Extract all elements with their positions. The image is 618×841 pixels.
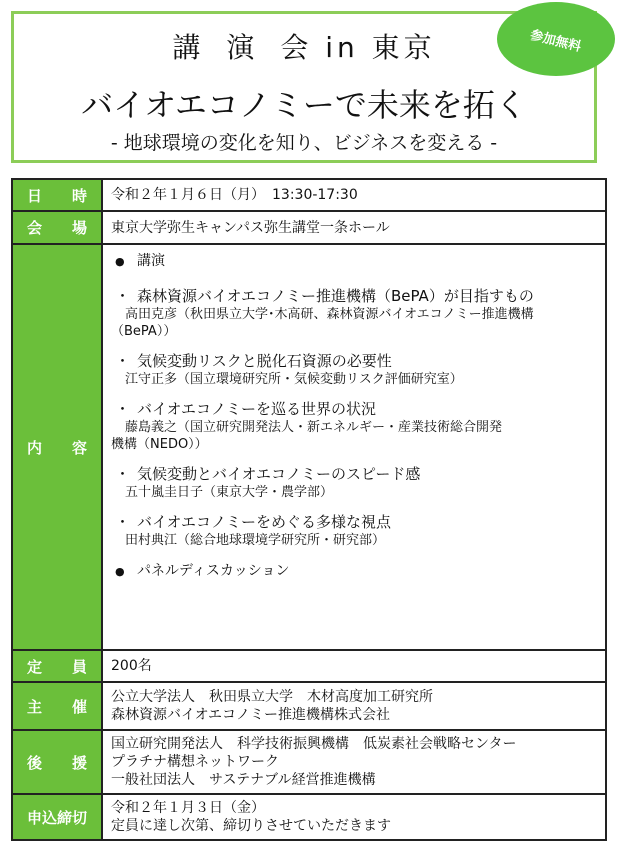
free-admission-badge: 参加無料 bbox=[497, 2, 615, 76]
deadline-label: 申込締切 bbox=[12, 794, 102, 840]
talk-item: ・ バイオエコノミーを巡る世界の状況 藤島義之（国立研究開発法人・新エネルギー・産業技術総合開発 機構（NEDO）） bbox=[111, 400, 503, 452]
date-value: 令和２年１月６日（月） 13:30-17:30 bbox=[102, 179, 606, 211]
support-row bbox=[12, 730, 606, 794]
event-info-table bbox=[11, 178, 607, 841]
capacity-value: 200名 bbox=[102, 650, 606, 682]
capacity-label: 定 員 bbox=[12, 650, 102, 682]
event-subtitle: - 地球環境の変化を知り、ビジネスを変える - bbox=[110, 132, 498, 154]
capacity-row bbox=[12, 650, 606, 682]
bullet-icon: ● bbox=[115, 255, 125, 268]
content-label: 内 容 bbox=[12, 244, 102, 650]
deadline-value: 令和２年１月３日（金） 定員に達し次第、締切りさせていただきます bbox=[102, 794, 606, 840]
talk-item: ・ 森林資源バイオエコノミー推進機構（BePA）が目指すもの 高田克彦（秋田県立大学･木高研、森林資源バイオエコノミー推進機構 （BePA）） bbox=[111, 287, 534, 339]
panel-heading: ● パネルディスカッション bbox=[111, 561, 597, 582]
host-value: 公立大学法人 秋田県立大学 木材高度加工研究所 森林資源バイオエコノミー推進機構株式会社 bbox=[102, 682, 606, 730]
venue-value: 東京大学弥生キャンパス弥生講堂一条ホール bbox=[102, 211, 606, 244]
talk-item: ・ 気候変動とバイオエコノミーのスピード感 五十嵐圭日子（東京大学・農学部） bbox=[115, 465, 421, 500]
event-type-title: 講 演 会 in 東京 bbox=[172, 31, 436, 64]
talk-item: ・ バイオエコノミーをめぐる多様な視点 田村典江（総合地球環境学研究所・研究部） bbox=[115, 513, 391, 548]
support-label: 後 援 bbox=[12, 730, 102, 794]
host-row bbox=[12, 682, 606, 730]
content-row bbox=[12, 244, 606, 650]
support-value: 国立研究開発法人 科学技術振興機構 低炭素社会戦略センター プラチナ構想ネットワーク 一般社団法人 サステナブル経営推進機構 bbox=[102, 730, 606, 794]
lecture-heading: ● 講演 bbox=[111, 251, 597, 272]
program-list bbox=[102, 244, 606, 650]
date-label: 日 時 bbox=[12, 179, 102, 211]
deadline-row bbox=[12, 794, 606, 840]
venue-row bbox=[12, 211, 606, 244]
talk-item: ・ 気候変動リスクと脱化石資源の必要性 江守正多（国立環境研究所・気候変動リスク評価研究室） bbox=[115, 352, 463, 387]
event-main-title: バイオエコノミーで未来を拓く bbox=[81, 86, 527, 124]
date-row bbox=[12, 179, 606, 211]
host-label: 主 催 bbox=[12, 682, 102, 730]
venue-label: 会 場 bbox=[12, 211, 102, 244]
bullet-icon: ● bbox=[115, 565, 125, 578]
